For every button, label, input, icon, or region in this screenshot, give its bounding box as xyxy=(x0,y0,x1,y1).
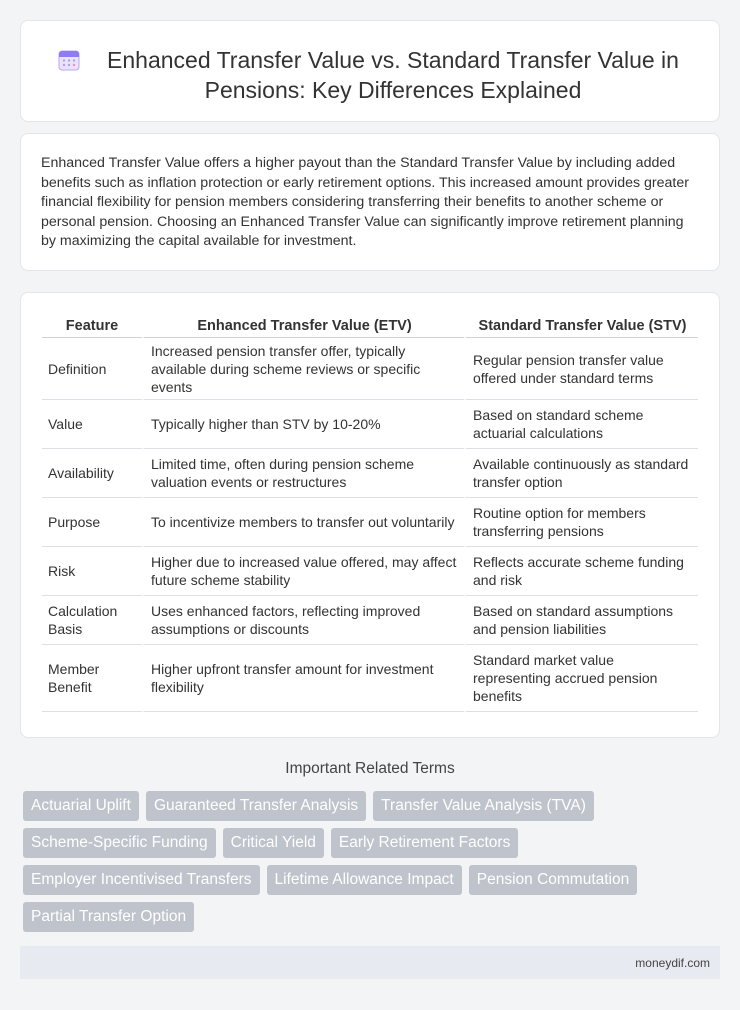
intro-paragraph: Enhanced Transfer Value offers a higher payout than the Standard Transfer Value by including added benefits such as inflation protection or early retirement options. This increased amount provides greater financial flexibility for pension members considering transferring their benefits to another scheme or personal pension. Choosing an Enhanced Transfer Value can significantly improve retirement planning by maximizing the capital available for investment. xyxy=(41,155,689,249)
tag-row xyxy=(23,828,703,858)
tag-pension-commutation[interactable]: Pension Commutation xyxy=(469,865,638,895)
comparison-table-card xyxy=(20,292,720,738)
row-etv: Limited time, often during pension scheme valuation events or restructures xyxy=(142,449,464,498)
row-stv: Reflects accurate scheme funding and risk xyxy=(464,547,698,596)
table-row xyxy=(42,645,698,712)
row-etv: Increased pension transfer offer, typically available during scheme reviews or specific events xyxy=(142,338,464,400)
row-stv: Routine option for members transferring pensions xyxy=(464,498,698,547)
row-feature: Availability xyxy=(42,449,142,498)
footer xyxy=(20,946,720,979)
tag-critical-yield[interactable]: Critical Yield xyxy=(223,828,324,858)
row-etv: To incentivize members to transfer out voluntarily xyxy=(142,498,464,547)
row-etv: Higher upfront transfer amount for investment flexibility xyxy=(142,645,464,712)
row-stv: Based on standard scheme actuarial calculations xyxy=(464,400,698,449)
row-feature: Value xyxy=(42,400,142,449)
tag-partial-transfer-option[interactable]: Partial Transfer Option xyxy=(23,902,194,932)
calendar-icon xyxy=(57,48,81,72)
row-stv: Available continuously as standard transfer option xyxy=(464,449,698,498)
row-stv: Based on standard assumptions and pension liabilities xyxy=(464,596,698,645)
tag-row xyxy=(23,791,703,821)
row-stv: Regular pension transfer value offered under standard terms xyxy=(464,338,698,400)
tag-employer-incentivised-transfers[interactable]: Employer Incentivised Transfers xyxy=(23,865,260,895)
page-title: Enhanced Transfer Value vs. Standard Transfer Value in Pensions: Key Differences Explained xyxy=(107,47,679,103)
tag-transfer-value-analysis[interactable]: Transfer Value Analysis (TVA) xyxy=(373,791,594,821)
tag-row xyxy=(23,865,703,895)
footer-site-link[interactable]: moneydif.com xyxy=(635,956,710,970)
row-feature: Purpose xyxy=(42,498,142,547)
title-card xyxy=(20,20,720,122)
related-terms-list xyxy=(23,791,703,939)
row-feature: Definition xyxy=(42,338,142,400)
tag-early-retirement-factors[interactable]: Early Retirement Factors xyxy=(331,828,518,858)
header-stv: Standard Transfer Value (STV) xyxy=(464,315,698,338)
row-etv: Uses enhanced factors, reflecting improved assumptions or discounts xyxy=(142,596,464,645)
table-row xyxy=(42,596,698,645)
row-feature: Calculation Basis xyxy=(42,596,142,645)
intro-card xyxy=(20,133,720,271)
table-row xyxy=(42,498,698,547)
header-feature: Feature xyxy=(42,315,142,338)
tag-guaranteed-transfer-analysis[interactable]: Guaranteed Transfer Analysis xyxy=(146,791,366,821)
table-header-row xyxy=(42,315,698,338)
row-etv: Higher due to increased value offered, may affect future scheme stability xyxy=(142,547,464,596)
tag-actuarial-uplift[interactable]: Actuarial Uplift xyxy=(23,791,139,821)
table-row xyxy=(42,338,698,400)
table-row xyxy=(42,547,698,596)
tag-lifetime-allowance-impact[interactable]: Lifetime Allowance Impact xyxy=(267,865,462,895)
header-etv: Enhanced Transfer Value (ETV) xyxy=(142,315,464,338)
table-row xyxy=(42,449,698,498)
comparison-table xyxy=(42,315,698,712)
row-feature: Risk xyxy=(42,547,142,596)
related-terms-heading: Important Related Terms xyxy=(285,760,455,777)
tag-row xyxy=(23,902,703,932)
tag-scheme-specific-funding[interactable]: Scheme-Specific Funding xyxy=(23,828,216,858)
row-feature: Member Benefit xyxy=(42,645,142,712)
table-row xyxy=(42,400,698,449)
row-stv: Standard market value representing accrued pension benefits xyxy=(464,645,698,712)
row-etv: Typically higher than STV by 10-20% xyxy=(142,400,464,449)
